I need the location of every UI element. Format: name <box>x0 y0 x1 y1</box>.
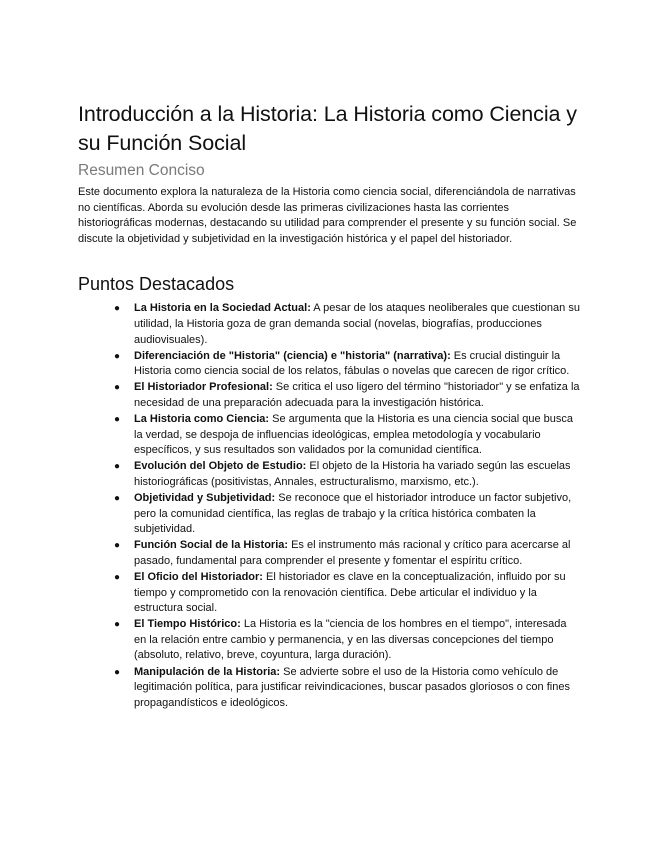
highlight-item <box>114 412 580 459</box>
highlight-term: La Historia como Ciencia: <box>134 413 270 426</box>
bullet-icon: ● <box>114 414 121 426</box>
highlight-term: La Historia en la Sociedad Actual: <box>134 302 311 315</box>
highlights-heading: Puntos Destacados <box>78 274 235 295</box>
highlight-term: Función Social de la Historia: <box>134 539 289 552</box>
highlight-text: La Historia es la "ciencia de los hombres en el tiempo", interesada en la relación entre cambio y permanencia, y en las diversas concepciones del tiempo (absoluto, relativo, breve, coyuntura, larga duración). <box>134 618 567 662</box>
highlight-text: Se argumenta que la Historia es una ciencia social que busca la verdad, se despoja de influencias ideológicas, emplea metodología y vocabulario específicos, y sus resultados son validados por la comunidad científica. <box>134 413 573 457</box>
highlight-item <box>114 538 580 569</box>
bullet-icon: ● <box>114 666 121 678</box>
bullet-icon: ● <box>114 461 121 473</box>
highlight-term: El Historiador Profesional: <box>134 381 273 394</box>
document-title: Introducción a la Historia: La Historia como Ciencia y su Función Social <box>78 102 577 155</box>
highlight-text: A pesar de los ataques neoliberales que cuestionan su utilidad, la Historia goza de gran demanda social (novelas, biografías, producciones audiovisuales). <box>134 302 580 346</box>
highlight-item <box>114 301 580 348</box>
document-summary: Este documento explora la naturaleza de la Historia como ciencia social, diferenciándola de narrativas no científicas. Aborda su evolución desde las primeras civilizaciones hasta las corrientes historiográficas modernas, destacando su utilidad para comprender el presente y su función social. Se discute la objetividad y subjetividad en la investigación histórica y el papel del historiador. <box>78 186 577 245</box>
highlight-term: Diferenciación de "Historia" (ciencia) e "historia" (narrativa): <box>134 349 451 362</box>
highlight-term: El Oficio del Historiador: <box>134 570 263 583</box>
highlight-term: Evolución del Objeto de Estudio: <box>134 460 307 473</box>
highlight-item <box>114 459 580 490</box>
bullet-icon: ● <box>114 350 121 362</box>
bullet-icon: ● <box>114 540 121 552</box>
highlight-term: El Tiempo Histórico: <box>134 618 241 631</box>
highlight-item <box>114 380 580 411</box>
bullet-icon: ● <box>114 382 121 394</box>
highlight-text: Es el instrumento más racional y crítico para acercarse al pasado, fundamental para comprender el presente y fomentar el espíritu crítico. <box>134 539 571 567</box>
document-page <box>78 100 580 712</box>
bullet-icon: ● <box>114 493 121 504</box>
highlight-item <box>114 617 580 664</box>
highlights-list <box>78 301 580 711</box>
highlight-item <box>114 570 580 617</box>
highlight-term: Manipulación de la Historia: <box>134 665 281 678</box>
highlight-text: Es crucial distinguir la Historia como ciencia social de los relatos, fábulas o novelas que carecen de rigor crítico. <box>134 349 570 378</box>
bullet-icon: ● <box>114 571 121 583</box>
highlight-text: El objeto de la Historia ha variado según las escuelas historiográficas (positivistas, Annales, estructuralismo, marxismo, etc.). <box>134 460 571 488</box>
highlight-item <box>114 665 580 712</box>
bullet-icon: ● <box>114 303 121 315</box>
highlight-text: El historiador es clave en la conceptualización, influido por su tiempo y comprometido con la renovación científica. Debe articular el individuo y la estructura social. <box>134 570 566 615</box>
highlight-term: Objetividad y Subjetividad: <box>134 492 276 504</box>
highlight-text: Se critica el uso ligero del término "historiador" y se enfatiza la necesidad de una preparación adecuada para la investigación histórica. <box>134 381 580 409</box>
bullet-icon: ● <box>114 619 121 631</box>
highlight-text: Se advierte sobre el uso de la Historia como vehículo de legitimación política, para justificar reivindicaciones, buscar pasados gloriosos o con fines propagandísticos e ideológicos. <box>134 665 570 709</box>
highlight-item <box>114 491 580 538</box>
document-subtitle: Resumen Conciso <box>78 162 205 179</box>
highlight-text: Se reconoce que el historiador introduce un factor subjetivo, pero la comunidad científica, las reglas de trabajo y la crítica histórica combaten la subjetividad. <box>134 492 572 536</box>
highlight-item <box>114 349 580 380</box>
